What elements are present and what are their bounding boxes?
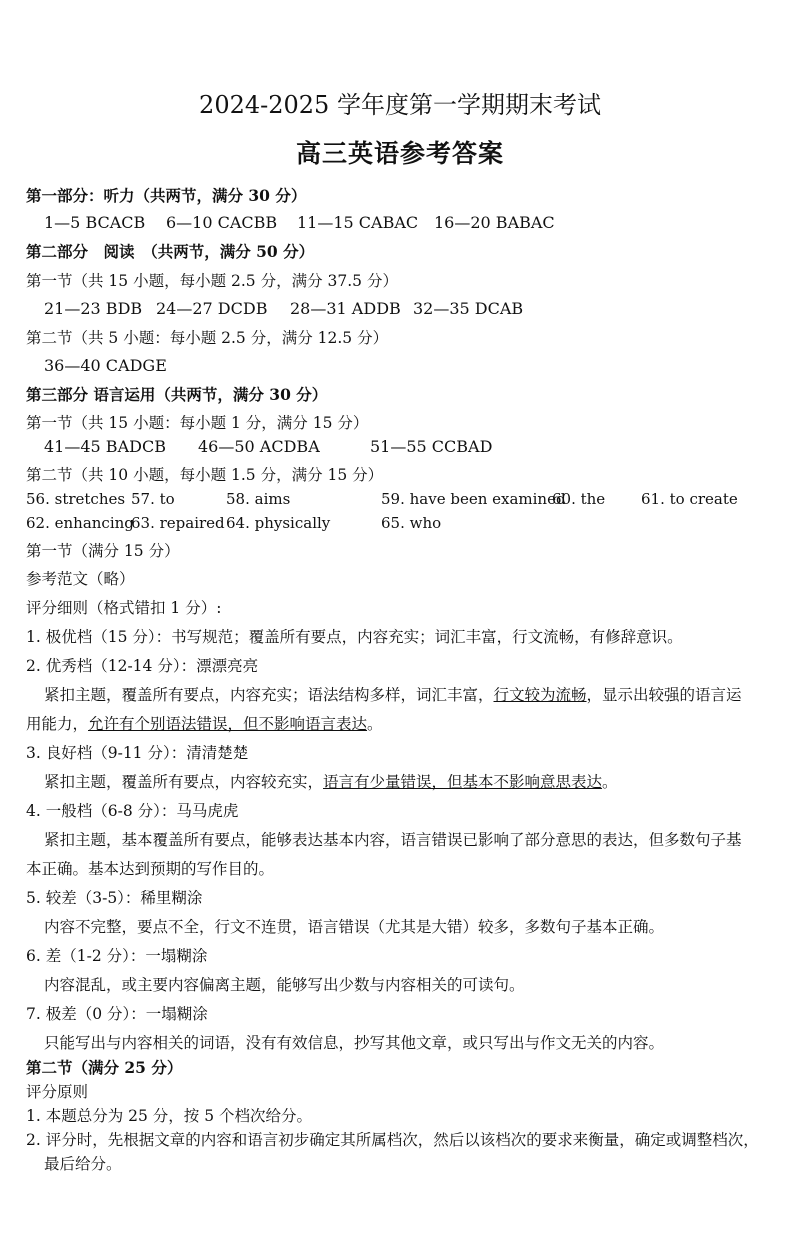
grade-5-title: 5. 较差（3-5）：稀里糊涂 bbox=[26, 889, 203, 907]
answer-11-15: 11—15 CABAC bbox=[297, 213, 419, 232]
answer-46-50: 46—50 ACDBA bbox=[198, 437, 320, 456]
answer-6-10: 6—10 CACBB bbox=[166, 213, 278, 232]
answer-58: 58. aims bbox=[226, 490, 291, 508]
grade-1: 1. 极优档（15 分）：书写规范；覆盖所有要点，内容充实；词汇丰富，行文流畅，有修辞意识。 bbox=[26, 628, 683, 646]
part3-heading: 第三部分 语言运用（共两节，满分 30 分） bbox=[26, 385, 328, 404]
grade-2-text-d: 。 bbox=[367, 715, 383, 733]
writing2-heading: 第二节（满分 25 分） bbox=[26, 1058, 183, 1077]
grade-2-underline-1: 行文较为流畅 bbox=[493, 686, 587, 704]
grade-4-title: 4. 一般档（6-8 分）：马马虎虎 bbox=[26, 802, 239, 820]
grade-6-text: 内容混乱，或主要内容偏离主题，能够写出少数与内容相关的可读句。 bbox=[44, 976, 525, 994]
part2-section2-label: 第二节（共 5 小题：每小题 2.5 分，满分 12.5 分） bbox=[26, 329, 389, 347]
answer-56: 56. stretches bbox=[26, 490, 126, 508]
part2-section1-label: 第一节（共 15 小题，每小题 2.5 分，满分 37.5 分） bbox=[26, 272, 398, 290]
principle-1: 1. 本题总分为 25 分，按 5 个档次给分。 bbox=[26, 1107, 313, 1125]
grade-2-text-c: 用能力， bbox=[26, 715, 89, 733]
grade-4-text-line2: 本正确。基本达到预期的写作目的。 bbox=[26, 860, 275, 878]
answer-36-40: 36—40 CADGE bbox=[44, 356, 167, 375]
answer-28-31: 28—31 ADDB bbox=[290, 299, 401, 318]
answer-41-45: 41—45 BADCB bbox=[44, 437, 166, 456]
grade-4-text-line1: 紧扣主题，基本覆盖所有要点，能够表达基本内容，语言错误已影响了部分意思的表达，但多数句子基 bbox=[44, 831, 742, 849]
writing1-rules-heading: 评分细则（格式错扣 1 分）: bbox=[26, 599, 222, 617]
answer-51-55: 51—55 CCBAD bbox=[370, 437, 493, 456]
answer-57: 57. to bbox=[131, 490, 175, 508]
grade-6-title: 6. 差（1-2 分）：一塌糊涂 bbox=[26, 947, 208, 965]
answer-21-23: 21—23 BDB bbox=[44, 299, 143, 318]
principle-2-line1: 2. 评分时，先根据文章的内容和语言初步确定其所属档次，然后以该档次的要求来衡量，确定或调整档次， bbox=[26, 1131, 759, 1149]
answer-60: 60. the bbox=[552, 490, 606, 508]
grade-7-title: 7. 极差（0 分）：一塌糊涂 bbox=[26, 1005, 208, 1023]
principle-2-line2: 最后给分。 bbox=[44, 1155, 122, 1173]
grade-5-text: 内容不完整，要点不全，行文不连贯，语言错误（尤其是大错）较多，多数句子基本正确。 bbox=[44, 918, 665, 936]
grade-3-title: 3. 良好档（9-11 分）：清清楚楚 bbox=[26, 744, 249, 762]
grade-2-title: 2. 优秀档（12-14 分）：漂漂亮亮 bbox=[26, 657, 259, 675]
grade-2-text-b: ，显示出较强的语言运 bbox=[586, 686, 742, 704]
answer-64: 64. physically bbox=[226, 514, 331, 532]
answer-24-27: 24—27 DCDB bbox=[156, 299, 268, 318]
part1-heading: 第一部分：听力（共两节，满分 30 分） bbox=[26, 186, 307, 205]
part3-section2-label: 第二节（共 10 小题，每小题 1.5 分，满分 15 分） bbox=[26, 466, 384, 484]
page-subtitle: 高三英语参考答案 bbox=[295, 139, 504, 168]
grade-2-text-line2 bbox=[26, 714, 383, 734]
writing2-principles: 评分原则 bbox=[26, 1083, 89, 1101]
answer-1-5: 1—5 BCACB bbox=[44, 213, 146, 232]
grade-3-underline: 语言有少量错误，但基本不影响意思表达 bbox=[323, 773, 603, 791]
grade-2-text-a: 紧扣主题，覆盖所有要点，内容充实；语法结构多样，词汇丰富， bbox=[44, 686, 494, 704]
grade-3-text bbox=[44, 772, 618, 792]
grade-3-text-a: 紧扣主题，覆盖所有要点，内容较充实， bbox=[44, 773, 324, 791]
answer-61: 61. to create bbox=[641, 490, 738, 508]
writing1-sample: 参考范文（略） bbox=[26, 570, 135, 588]
grade-3-text-b: 。 bbox=[602, 773, 618, 791]
part2-heading: 第二部分 阅读 （共两节，满分 50 分） bbox=[26, 242, 315, 261]
grade-2-text-line1 bbox=[44, 685, 742, 705]
answer-62: 62. enhancing bbox=[26, 514, 134, 532]
answer-63: 63. repaired bbox=[131, 514, 225, 532]
answer-32-35: 32—35 DCAB bbox=[413, 299, 524, 318]
part3-section1-label: 第一节（共 15 小题：每小题 1 分，满分 15 分） bbox=[26, 414, 369, 432]
answer-65: 65. who bbox=[381, 514, 442, 532]
writing1-heading: 第一节（满分 15 分） bbox=[26, 542, 180, 560]
answer-16-20: 16—20 BABAC bbox=[434, 213, 555, 232]
grade-2-underline-2: 允许有个别语法错误，但不影响语言表达 bbox=[88, 715, 368, 733]
page-title: 2024-2025 学年度第一学期期末考试 bbox=[199, 91, 601, 119]
grade-7-text: 只能写出与内容相关的词语，没有有效信息，抄写其他文章，或只写出与作文无关的内容。 bbox=[44, 1034, 665, 1052]
answer-59: 59. have been examined bbox=[381, 490, 566, 508]
